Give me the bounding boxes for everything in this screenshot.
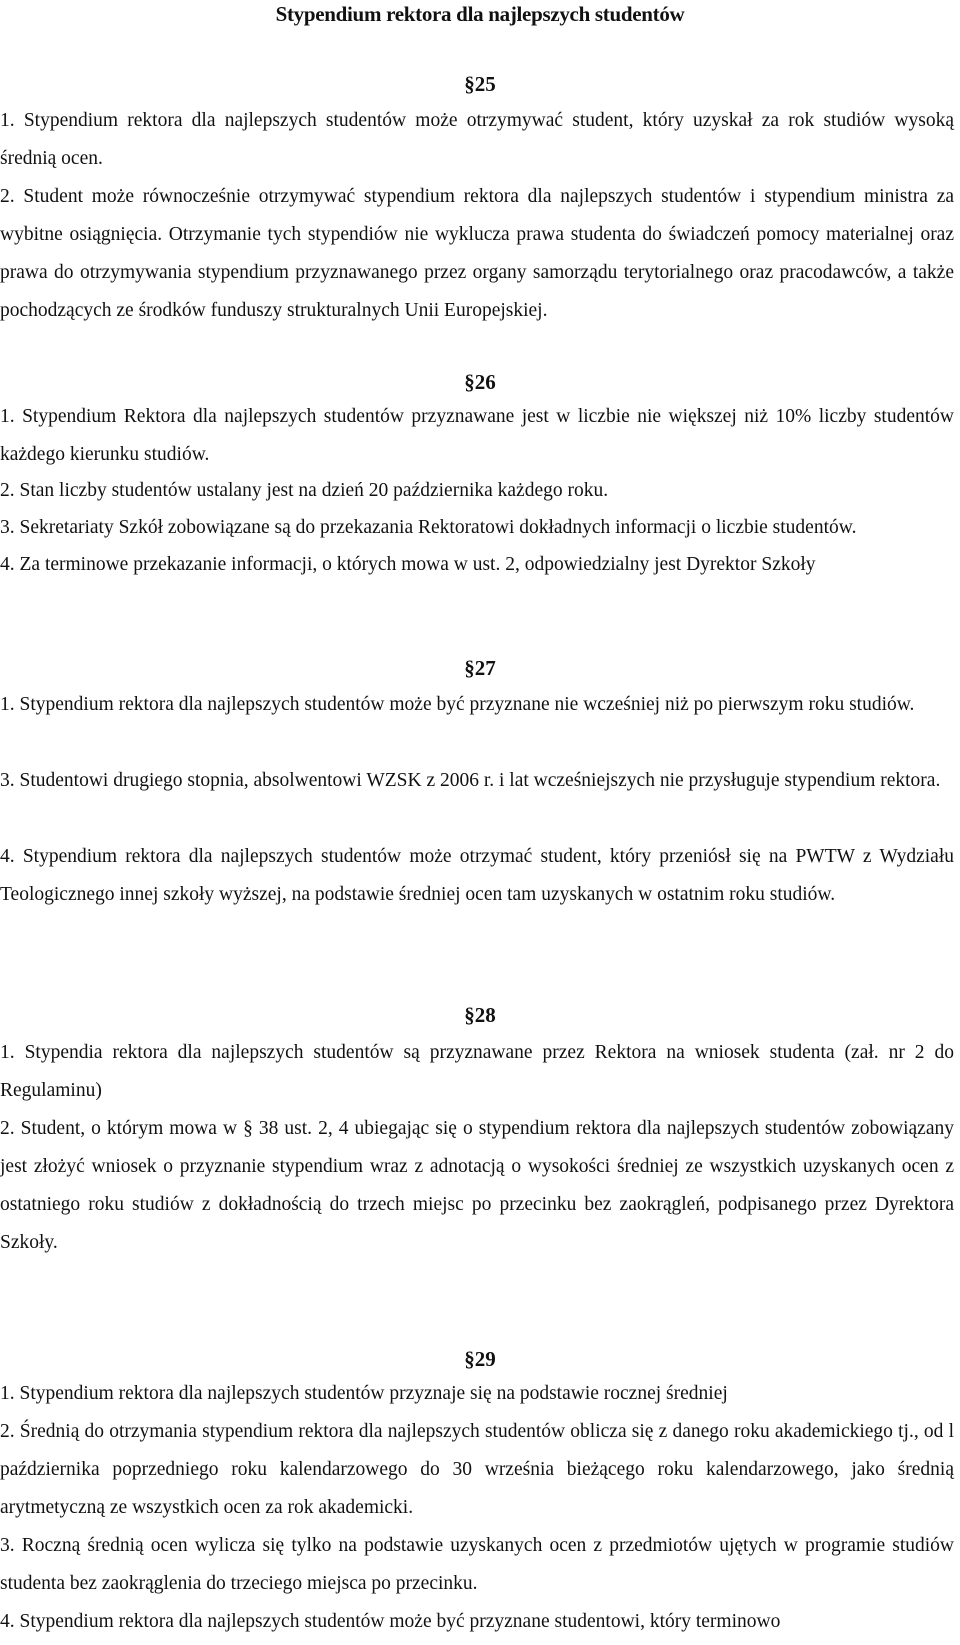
paragraph-29-2: 2. Średnią do otrzymania stypendium rektora dla najlepszych studentów oblicza się z danego roku akademickiego tj., od l października poprzedniego roku kalendarzowego do 30 września bieżącego roku kalendarzowego, jako średnią arytmetyczną ze wszystkich ocen za rok akademicki. bbox=[0, 1421, 954, 1518]
section-heading-27: §27 bbox=[464, 656, 496, 680]
paragraph-29-3: 3. Roczną średnią ocen wylicza się tylko na podstawie uzyskanych ocen z przedmiotów ujętych w programie studiów studenta bez zaokrąglenia do trzeciego miejsca po przecinku. bbox=[0, 1535, 954, 1594]
paragraph-26-4: 4. Za terminowe przekazanie informacji, o których mowa w ust. 2, odpowiedzialny jest Dyrektor Szkoły bbox=[0, 554, 816, 575]
section-heading-25: §25 bbox=[464, 72, 496, 96]
section-heading-28: §28 bbox=[464, 1003, 496, 1027]
paragraph-28-1: 1. Stypendia rektora dla najlepszych studentów są przyznawane przez Rektora na wniosek studenta (zał. nr 2 do Regulaminu) bbox=[0, 1042, 954, 1101]
section-heading-26: §26 bbox=[464, 370, 496, 394]
paragraph-27-4: 4. Stypendium rektora dla najlepszych studentów może otrzymać student, który przeniósł się na PWTW z Wydziału Teologicznego innej szkoły wyższej, na podstawie średniej ocen tam uzyskanych w ostatnim roku studiów. bbox=[0, 846, 954, 905]
paragraph-25-1: 1. Stypendium rektora dla najlepszych studentów może otrzymywać student, który uzyskał za rok studiów wysoką średnią ocen. bbox=[0, 110, 954, 169]
paragraph-28-2: 2. Student, o którym mowa w § 38 ust. 2, 4 ubiegając się o stypendium rektora dla najlepszych studentów zobowiązany jest złożyć wniosek o przyznanie stypendium wraz z adnotacją o wysokości średniej ze wszystkich uzyskanych ocen z ostatniego roku studiów z dokładnością do trzech miejsc po przecinku bez zaokrągleń, podpisanego przez Dyrektora Szkoły. bbox=[0, 1118, 954, 1253]
section-heading-29: §29 bbox=[464, 1347, 496, 1371]
paragraph-27-1: 1. Stypendium rektora dla najlepszych studentów może być przyznane nie wcześniej niż po pierwszym roku studiów. bbox=[0, 694, 915, 715]
paragraph-29-1: 1. Stypendium rektora dla najlepszych studentów przyznaje się na podstawie rocznej średniej bbox=[0, 1383, 728, 1404]
paragraph-29-4: 4. Stypendium rektora dla najlepszych studentów może być przyznane studentowi, który terminowo bbox=[0, 1611, 781, 1632]
paragraph-26-1: 1. Stypendium Rektora dla najlepszych studentów przyznawane jest w liczbie nie większej niż 10% liczby studentów każdego kierunku studiów. bbox=[0, 406, 954, 465]
paragraph-27-3: 3. Studentowi drugiego stopnia, absolwentowi WZSK z 2006 r. i lat wcześniejszych nie przysługuje stypendium rektora. bbox=[0, 770, 941, 791]
paragraph-26-2: 2. Stan liczby studentów ustalany jest na dzień 20 października każdego roku. bbox=[0, 480, 609, 501]
document-title: Stypendium rektora dla najlepszych studentów bbox=[275, 2, 685, 26]
paragraph-26-3: 3. Sekretariaty Szkół zobowiązane są do przekazania Rektoratowi dokładnych informacji o liczbie studentów. bbox=[0, 517, 857, 538]
paragraph-25-2: 2. Student może równocześnie otrzymywać stypendium rektora dla najlepszych studentów i stypendium ministra za wybitne osiągnięcia. Otrzymanie tych stypendiów nie wyklucza prawa studenta do świadczeń pomocy materialnej oraz prawa do otrzymywania stypendium przyznawanego przez organy samorządu terytorialnego oraz pracodawców, a także pochodzących ze środków funduszy strukturalnych Unii Europejskiej. bbox=[0, 186, 954, 321]
